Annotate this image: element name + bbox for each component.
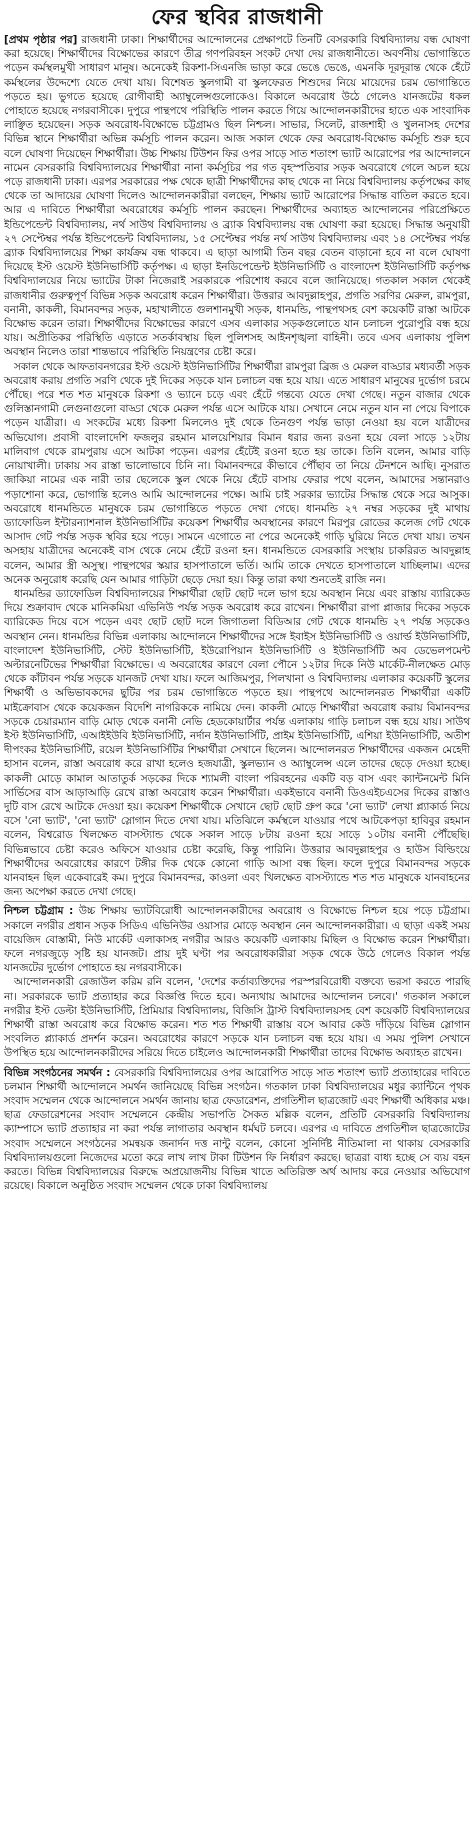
article-paragraph: সকাল থেকে আফতাবনগরের ইস্ট ওয়েস্ট ইউনিভার্সিটির শিক্ষার্থীরা রামপুরা ব্রিজ ও মেরুল বাড্ডার মধ্যবর্তী সড়ক অবরোধ করায় প্রগতি সরণি থেকে দুই দিকের সড়কে যান চলাচল বন্ধ হয়ে যায়। এতে সাধারণ মানুষের দুর্ভোগ চরমে পৌঁছে। পরে শত শত মানুষকে রিকশা ও ভ্যানে চড়ে এবং হেঁটে গন্তব্যে যেতে দেখা গেছে। নতুন বাজার থেকে গুলিস্তানগামী লেগুনাগুলো বাড্ডা থেকে মেরুল পর্যন্ত এসে আটকে যায়। সেখানে নেমে নতুন যান না পেয়ে বিপাকে পড়েন যাত্রীরা। এ সংকটের মধ্যে রিকশা মিললেও দুই থেকে তিনগুণ পর্যন্ত ভাড়া নেওয়া হয় বলে যাত্রীদের অভিযোগ। প্রবাসী বাংলাদেশি ফজলুর রহমান মালয়েশিয়ার বিমান ধরার জন্য রওনা হয়ে বেলা সাড়ে ১২টায় মালিবাগ থেকে রামপুরায় এসে আটকা পড়েন। এরপর হেঁটেই রওনা হতে হয় তাকে। তিনি বলেন, আমার বাড়ি নোয়াখালী। ঢাকায় সব রাস্তা ভালোভাবে চিনি না। বিমানবন্দরে কীভাবে পৌঁছাব তা নিয়ে টেনশনে আছি। নুসরাত জাকিয়া নামের এক নারী তার ছেলেকে স্কুল থেকে নিয়ে হেঁটে বাসায় ফেরার পথে বলেন, আমাদের সন্তানরাও পড়াশোনা করে, ভোগান্তি হলেও আমি আন্দোলনের পক্ষে। আমি চাই সরকার ভ্যাটের সিদ্ধান্ত থেকে সরে আসুক। অবরোধে ধানমন্ডিতে মানুষকে চরম ভোগান্তিতে পড়তে দেখা গেছে। ধানমন্ডি ২৭ নম্বর সড়কের দুই মাথায় ড্যাফোডিল ইন্টারন্যাশনাল ইউনিভার্সিটির কয়েকশ শিক্ষার্থীর অবস্থানের কারণে মিরপুর রোডের কলেজ গেট থেকে আসাদ গেট পর্যন্ত সড়ক স্থবির হয়ে পড়ে। সামনে এগোতে না পেরে অনেকেই গাড়ি ঘুরিয়ে নিতে দেখা যায়। তখন অসহায় যাত্রীদের অনেকেই বাস থেকে নেমে হেঁটে রওনা হন। ধানমন্ডিতে বেসরকারি সংস্থায় চাকরিরত আবদুল্লাহ বলেন, আমার স্ত্রী অসুস্থ। পান্থপথের স্কয়ার হাসপাতালে ভর্তি। আমি তাকে দেখতে হাসপাতালে যাচ্ছিলাম। এদের অনেক অনুরোধ করেছি যেন আমার গাড়িটা ছেড়ে দেয়া হয়। কিন্তু তারা কথা শুনতেই রাজি নন। bbox=[4, 360, 470, 586]
subhead-support: বিভিন্ন সংগঠনের সমর্থন : bbox=[4, 1066, 111, 1079]
lead-text: রাজধানী ঢাকা। শিক্ষার্থীদের আন্দোলনের প্রেক্ষাপটে তিনটি বেসরকারি বিশ্ববিদ্যালয় বন্ধ ঘোষণা করা হয়েছে। শিক্ষার্থীদের বিক্ষোভের কারণে তীব্র গণপরিবহন সংকট দেখা দেয় রাজধানীতে। অবর্ণনীয় ভোগান্তিতে পড়েন কর্মস্থলমুখী সাধারণ মানুষ। অনেকেই রিকশা-সিএনজি ভাড়া করে ভেঙে ভেঙে, এমনকি দূরদূরান্ত থেকে হেঁটে কর্মস্থলের উদ্দেশ্যে যেতে দেখা যায়। বিশেষত স্কুলগামী বা স্কুলফেরত শিশুদের নিয়ে মায়েদের চরম ভোগান্তিতে পড়তে হয়। ভুগতে হয়েছে রোগীবাহী অ্যাম্বুলেন্সগুলোকেও। বিকালে অবরোধ উঠে গেলেও যানজটের ধকল পোহাতে হয়েছে নগরবাসীকে। দুপুরে পান্থপথে পরিস্থিতি পালন করতে গিয়ে আন্দোলনকারীদের হাতে এক সাংবাদিক লাঞ্ছিত হয়েছেন। সড়ক অবরোধ-বিক্ষোভে চট্টগ্রামও ছিল নিশ্চল। সাভার, সিলেট, রাজশাহী ও খুলনাসহ দেশের বিভিন্ন স্থানে শিক্ষার্থীরা অভিন্ন কর্মসূচি পালন করেন। আজ সকাল থেকে ফের অবরোধ-বিক্ষোভ কর্মসূচি শুরু হবে বলে ঘোষণা দিয়েছেন শিক্ষার্থীরা। উচ্চ শিক্ষায় টিউশন ফির ওপর সাড়ে সাত শতাংশ ভ্যাট আরোপের পর আন্দোলনে নামেন বেসরকারি বিশ্ববিদ্যালয়ের শিক্ষার্থীরা নানা কর্মসূচির পর গত বৃহস্পতিবার সড়ক অবরোধে গেলে অচল হয়ে পড়ে রাজধানী ঢাকা। এরপর সরকারের পক্ষ থেকে ছাত্রী শিক্ষার্থীদের কাছ থেকে না নিয়ে বিশ্ববিদ্যালয় কর্তৃপক্ষের কাছ থেকে তা আদায়ের ঘোষণা দিলেও আন্দোলনকারীরা বলছেন, শিক্ষায় ভ্যাট আরোপের সিদ্ধান্ত বাতিল করতে হবে। আর এ দাবিতে শিক্ষার্থীরা অবরোধের কর্মসূচি পালন করছেন। শিক্ষার্থীদের অব্যাহত আন্দোলনের পরিপ্রেক্ষিতে ইন্ডিপেন্ডেন্ট বিশ্ববিদ্যালয়, নর্থ সাউথ বিশ্ববিদ্যালয় ও ব্র্যাক বিশ্ববিদ্যালয় বন্ধ ঘোষণা করা হয়েছে। সিদ্ধান্ত অনুযায়ী ২৭ সেপ্টেম্বর পর্যন্ত ইন্ডিপেন্ডেন্ট বিশ্ববিদ্যালয়, ১৫ সেপ্টেম্বর পর্যন্ত নর্থ সাউথ বিশ্ববিদ্যালয় এবং ১৪ সেপ্টেম্বর পর্যন্ত ব্র্যাক বিশ্ববিদ্যালয়ের শিক্ষা কার্যক্রম বন্ধ থাকবে। এ ছাড়া আগামী তিন বছর বেতন বাড়ানো হবে না বলে ঘোষণা দিয়েছে ইস্ট ওয়েস্ট ইউনিভার্সিটি কর্তৃপক্ষ। এ ছাড়া ইনডিপেন্ডেন্ট ইউনিভার্সিটি ও বাংলাদেশ ইউনিভার্সিটি কর্তৃপক্ষ বিশ্ববিদ্যালয়ের নিয়ে ভ্যাটের টাকা নিজেরাই সরকারকে পরিশোধ করবে বলে জানিয়েছে। গতকাল সকাল থেকেই রাজধানীর গুরুত্বপূর্ণ বিভিন্ন সড়ক অবরোধ করেন শিক্ষার্থীরা। উত্তরার আবদুল্লাহপুর, প্রগতি সরণির মেরুল, রামপুরা, বনানী, কাকলী, বিমানবন্দর সড়ক, মহাখালীতে গুলশানমুখী সড়ক, ধানমন্ডি, পান্থপথসহ বেশ কয়েকটি রাস্তা আটকে বিক্ষোভ করেন তারা। শিক্ষার্থীদের বিক্ষোভের কারণে এসব এলাকার সড়কগুলোতে যান চলাচল পুরোপুরি বন্ধ হয়ে যায়। অপ্রীতিকর পরিস্থিতি এড়াতে সতর্কাবস্থায় ছিল পুলিশসহ আইনশৃঙ্খলা বাহিনী। তবে এসব এলাকায় পুলিশ অবস্থান নিলেও তারা শান্তভাবে পরিস্থিতি নিয়ন্ত্রণের চেষ্টা করে। bbox=[4, 34, 471, 359]
continued-from-label: [প্রথম পৃষ্ঠার পর] bbox=[4, 34, 78, 46]
section-divider bbox=[4, 901, 470, 902]
lead-paragraph bbox=[4, 33, 470, 360]
section-divider bbox=[4, 1063, 470, 1064]
article-paragraph: ধানমন্ডির ড্যাফোডিল বিশ্ববিদ্যালয়ের শিক্ষার্থীরা ছোট ছোট দলে ভাগ হয়ে অবস্থান নিয়ে এবং রাস্তায় ব্যারিকেড দিয়ে শুক্রাবাদ থেকে মানিকমিয়া এভিনিউ পর্যন্ত সড়ক অবরোধ করে রাখেন। শিক্ষার্থীরা রাপা প্লাজার দিকের সড়কে ব্যারিকেড দিয়ে বসে পড়েন এবং ছোট ছোট দলে জিগাতলা বিডিআর গেট থেকে ধানমন্ডি ২৭ পর্যন্ত সড়কেও অবস্থান নেন। ধানমন্ডির বিভিন্ন এলাকায় আন্দোলনে শিক্ষার্থীদের সঙ্গে ইবাইস ইউনিভার্সিটি ও ওয়ার্ল্ড ইউনিভার্সিটি, বাংলাদেশ ইউনিভার্সিটি, স্টেট ইউনিভার্সিটি, ইউরোপিয়ান ইউনিভার্সিটি ও ইউনিভার্সিটি অব ডেভেলপমেন্ট অল্টারনেটিভের শিক্ষার্থীরা বিক্ষোভে। এ অবরোধের কারণে বেলা পৌনে ১২টার দিকে নিউ মার্কেট-নীলক্ষেত মোড় থেকে কাঁটাবন পর্যন্ত সড়কে যানজট দেখা যায়। ফলে আজিমপুর, পিলখানা ও বিশ্ববিদ্যালয় এলাকার কয়েকটি স্কুলের শিক্ষার্থী ও অভিভাবকদের ছুটির পর চরম ভোগান্তিতে পড়তে হয়। পান্থপথে আন্দোলনরত শিক্ষার্থীরা একটি মাইক্রোবাস থেকে কয়েকজন বিদেশি নাগরিককে নামিয়ে দেন। কাকলী মোড়ে শিক্ষার্থীরা অবরোধ করায় বিমানবন্দর সড়কে চেয়ারম্যান বাড়ি মোড় থেকে বনানী নেভি হেডকোয়ার্টার পর্যন্ত এলাকায় গাড়ি চলাচল বন্ধ হয়ে যায়। সাউথ ইস্ট ইউনিভার্সিটি, এআইইউবি ইউনিভার্সিটি, নর্দান ইউনিভার্সিটি, প্রাইম ইউনিভার্সিটি, এশিয়া ইউনিভার্সিটি, অতীশ দীপংকর ইউনিভার্সিটি, রয়েল ইউনিভার্সিটির শিক্ষার্থীরা সেখানে ছিলেন। আন্দোলনরত শিক্ষার্থীদের একজন মেহেদী হাসান বলেন, রাস্তা অবরোধ করে রাখা হলেও হজযাত্রী, স্কুলভ্যান ও অ্যাম্বুলেন্স এলে তাদের ছেড়ে দেওয়া হচ্ছে। কাকলী মোড়ে কামাল আতাতুর্ক সড়কের দিকে শ্যামলী বাংলা পরিবহনের একটি বড় বাস এবং ক্যান্টনমেন্ট মিনি সার্ভিসের বাস আড়াআড়ি রেখে রাস্তা অবরোধ করেন শিক্ষার্থীরা। একইভাবে বনানী ডিওএইচএসের দিকের রাস্তাও দুটি বাস রেখে আটকে দেওয়া হয়। কয়েকশ শিক্ষার্থীকে সেখানে ছোট ছোট গ্রুপ করে 'নো ভ্যাট' লেখা প্ল্যাকার্ড নিয়ে বসে 'নো ভ্যাট', 'নো ভ্যাট' স্লোগান দিতে দেখা যায়। মতিঝিলে কর্মস্থলে যাওয়ার পথে আটকেপড়া হাবিবুর রহমান বলেন, বিশ্বরোড খিলক্ষেত বাসস্ট্যান্ড থেকে সকাল সাড়ে ৮টায় রওনা হয়ে সাড়ে ১০টায় বনানী পৌঁছেছি। বিভিন্নভাবে চেষ্টা করেও অফিসে যাওয়ার চেষ্টা করেছি, কিন্তু পারিনি। উত্তরার আবদুল্লাহপুর ও হাউস বিল্ডিংয়ে শিক্ষার্থীদের অবরোধের কারণে টঙ্গীর দিক থেকে কোনো গাড়ি আসা বন্ধ ছিল। ফলে দুপুরে বিমানবন্দর সড়কে যানবাহন ছিল একেবারেই কম। দুপুরে বিমানবন্দর, কাওলা এবং খিলক্ষেত বাসস্ট্যান্ডে শত শত মানুষকে যানবাহনের জন্য অপেক্ষা করতে দেখা গেছে। bbox=[4, 587, 470, 899]
headline: ফের স্থবির রাজধানী bbox=[151, 5, 323, 29]
subhead-chattogram: নিশ্চল চট্টগ্রাম : bbox=[4, 905, 74, 918]
section-chattogram-text: উচ্চ শিক্ষায় ভ্যাটবিরোধী আন্দোলনকারীদের অবরোধ ও বিক্ষোভে নিশ্চল হয়ে পড়ে চট্টগ্রাম। সকালে নগরীর প্রধান সড়ক সিডিএ এভিনিউর ওয়াসার মোড়ে অবস্থান নেন আন্দোলনকারীরা। এ ছাড়া একই সময় বায়েজিদ বোস্তামী, নিউ মার্কেট এলাকাসহ নগরীর আরও কয়েকটি এলাকায় মিছিল ও বিক্ষোভ করেন শিক্ষার্থীরা। ফলে নগরজুড়ে সৃষ্টি হয় যানজট। প্রায় দুই ঘণ্টা পর অবরোধকারীরা সড়ক থেকে উঠে গেলেও বিকাল পর্যন্ত যানজটের দুর্ভোগ পোহাতে হয় নগরবাসীকে। bbox=[4, 905, 471, 975]
article-body bbox=[4, 33, 470, 1193]
section-support bbox=[4, 1066, 470, 1194]
section-support-text: বেসরকারি বিশ্ববিদ্যালয়ের ওপর আরোপিত সাড়ে সাত শতাংশ ভ্যাট প্রত্যাহারের দাবিতে চলমান শিক্ষার্থী আন্দোলনে সমর্থন জানিয়েছে বিভিন্ন সংগঠন। গতকাল ঢাকা বিশ্ববিদ্যালয়ের মধুর ক্যান্টিনে পৃথক সংবাদ সম্মেলন থেকে আন্দোলনে সমর্থন জানায় ছাত্র ফেডারেশন, প্রগতিশীল ছাত্রজোট এবং শিক্ষার্থী অধিকার মঞ্চ। ছাত্র ফেডারেশনের সংবাদ সম্মেলনে কেন্দ্রীয় সভাপতি সৈকত মল্লিক বলেন, প্রতিটি বেসরকারি বিশ্ববিদ্যালয় ক্যাম্পাসে ভ্যাট প্রত্যাহার না করা পর্যন্ত লাগাতার অবস্থান ধর্মঘট চলবে। এরপর এ দাবিতে প্রগতিশীল ছাত্রজোটের সংবাদ সম্মেলনে সংগঠনের সমন্বয়ক জনার্দন দত্ত নান্টু বলেন, কোনো সুনির্দিষ্ট নীতিমালা না থাকায় বেসরকারি বিশ্ববিদ্যালয়গুলো নিজেদের মতো করে লাখ লাখ টাকা টিউশন ফি নির্ধারণ করছে। ছাত্ররা বাধ্য হচ্ছে সে ব্যয় বহন করতে। বিভিন্ন বিশ্ববিদ্যালয়ের বিরুদ্ধে অপ্রয়োজনীয় বিভিন্ন খাতে অতিরিক্ত অর্থ আদায় করে নেওয়ার অভিযোগ রয়েছে। বিকালে অনুষ্ঠিত সংবাদ সম্মেলন থেকে ঢাকা বিশ্ববিদ্যালয় bbox=[4, 1066, 470, 1193]
section-chattogram bbox=[4, 904, 470, 975]
article-paragraph: আন্দোলনকারী রেজাউল করিম রনি বলেন, 'দেশের কর্তাব্যক্তিদের পরস্পরবিরোধী বক্তব্যে ভরসা করতে পারছি না। সরকারকে ভ্যাট প্রত্যাহার করে বিজ্ঞপ্তি দিতে হবে। অন্যথায় আমাদের আন্দোলন চলবে।' গতকাল সকালে নগরীর ইস্ট ডেল্টা ইউনিভার্সিটি, প্রিমিয়ার বিশ্ববিদ্যালয়, বিজিসি ট্রাস্ট বিশ্ববিদ্যালয়সহ বেশ কয়েকটি বিশ্ববিদ্যালয়ের শিক্ষার্থী রাস্তা অবরোধ করে বিক্ষোভ করেন। শত শত শিক্ষার্থী রাস্তায় বসে আবার কেউ দাঁড়িয়ে বিভিন্ন স্লোগান সংবলিত প্ল্যাকার্ড প্রদর্শন করেন। অবরোধের কারণে সড়কে যান চলাচল বন্ধ হয়ে যায়। এ সময় পুলিশ সেখানে উপস্থিত হয়ে আন্দোলনকারীদের সরিয়ে দিতে চাইলেও আন্দোলনকারী শিক্ষার্থীরা তাদের বিক্ষোভ অব্যাহত রাখেন। bbox=[4, 976, 470, 1060]
